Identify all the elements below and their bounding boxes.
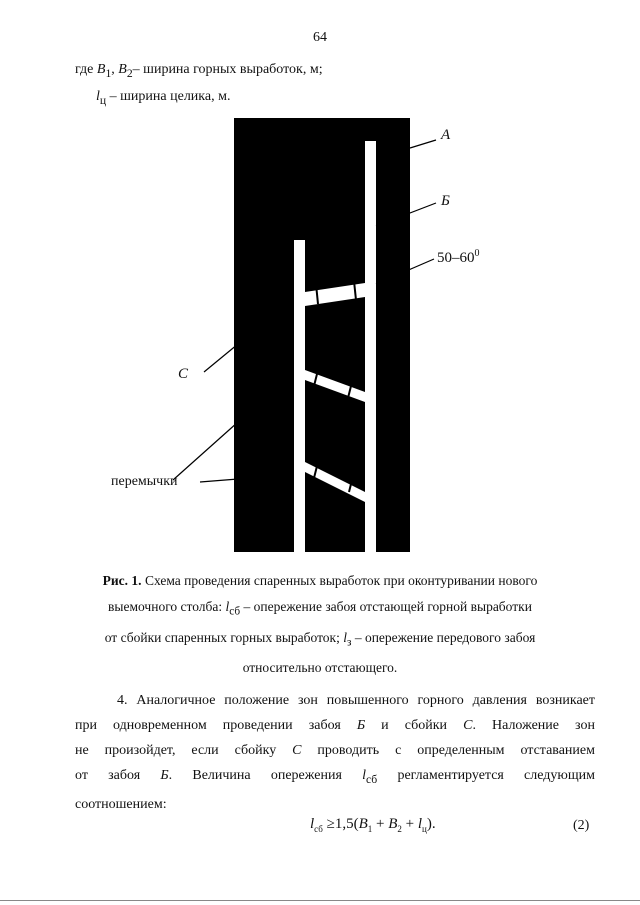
lagging-working bbox=[294, 240, 305, 552]
formula: $l_{сб} \ge 1,5(B_1 + B_2 + l_ц)$. bbox=[310, 816, 436, 834]
label-b: Б bbox=[441, 193, 450, 209]
label-angle: $50-60^0$ bbox=[437, 248, 480, 266]
page-bottom-rule bbox=[0, 900, 640, 901]
page-number: 64 bbox=[313, 30, 327, 45]
header-line-pillar: $l_ц$ – ширина целика, м. bbox=[96, 89, 231, 107]
rock-mass bbox=[234, 118, 410, 552]
label-a: А bbox=[441, 127, 451, 143]
body-paragraph: 4. Аналогичное положение зон повышенного горного давления возникает при одновременном проведении забоя Б и сбойки С. Наложение зон не произойдет, если сбойку С проводить с определенным отставанием от забоя Б. Величина опережения $l_{сб}$ регламентируется следующим соотношением: bbox=[75, 693, 595, 812]
leading-working bbox=[365, 141, 376, 552]
figure-caption: Рис. 1. Схема проведения спаренных выработок при оконтуривании нового выемочного столба: $l_{сб}$ – опережение забоя отстающей горной выработки от сбойки спаренных горных выработок; $l_з$ – опережение передового забоя относительно отстающего. bbox=[102, 573, 538, 676]
label-bridges: перемычки bbox=[111, 474, 178, 489]
equation-number: (2) bbox=[573, 818, 590, 833]
header-line-widths: где $B_1$, $B_2-$ ширина горных выработок, м; bbox=[75, 62, 323, 80]
label-c: С bbox=[178, 366, 189, 382]
